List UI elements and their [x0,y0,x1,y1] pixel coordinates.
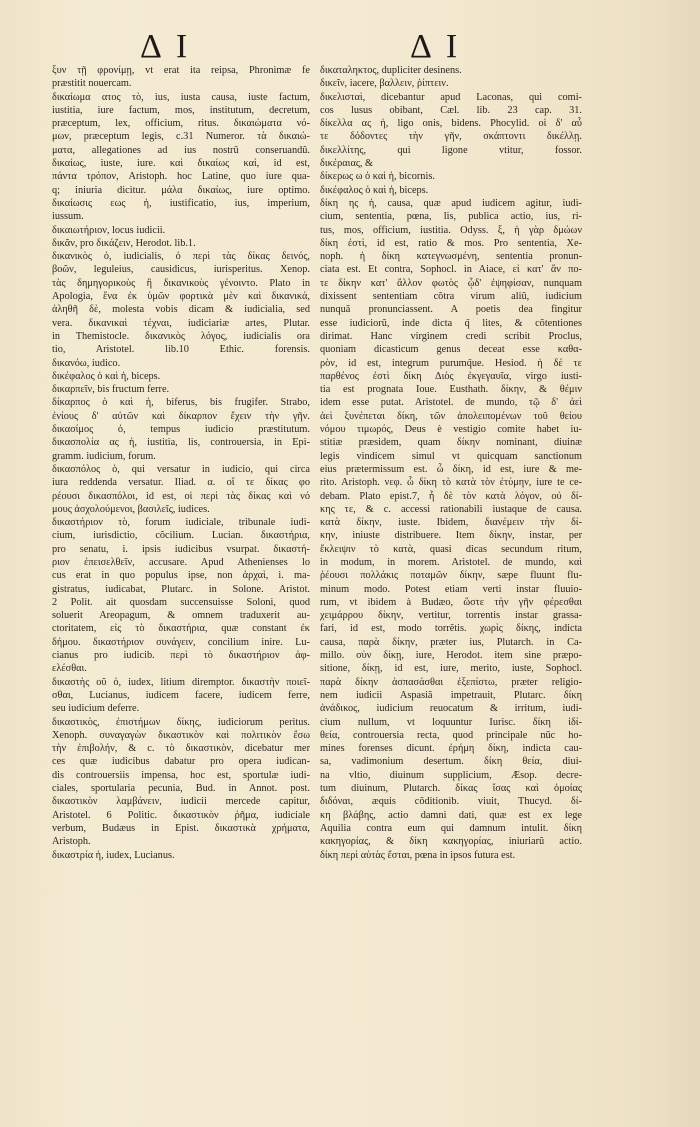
text-line: debam. Plato epist.7, ἦ δὲ τὸν κατὰ λόγον, οὐ δί- [320,490,582,502]
text-line: δικέφαλος ὁ καὶ ἡ, biceps. [52,370,161,382]
text-line: cium nullum, vt loquuntur Iurisc. δίκη ἰδί- [320,716,582,728]
text-line: δικαίωσις εως ἡ, iustificatio, ius, imperium, [52,197,310,209]
text-line: q; iniuria dicitur. μάλα δικαίως, iure optimo. [52,184,310,196]
text-line: rum, vt ibidem à Budæo, ὥστε τὴν γῆν φέρεσθαι [320,596,582,608]
text-line: δικαστήριον τὸ, forum iudiciale, tribunale iudi- [52,517,310,529]
text-line: ctoritatem, εἰς τὸ δικαστήρια, quæ constant ἐκ [52,623,310,635]
text-line: iussum. [52,211,84,223]
text-line: cium, iurisdictio, cõcilium. Lucian. δικαστήρια, [52,530,310,542]
text-line: vera. δικανικαὶ τέχναι, iudiciariæ artes, Plutar. [52,317,310,329]
text-line: δικαστικὸς, ἐπιστήμων δίκης, iudiciorum peritus. [52,716,310,728]
text-line: δικαίως, iuste, iure. καὶ δικαίως καὶ, id est, [52,158,310,170]
text-line: ἀληθῆ δὲ, molesta vobis dicam & iudicialia, sed [52,304,310,316]
text-line: eius prætermissum est. ὦ δίκη, id est, iure & me- [320,463,582,475]
text-line: δικεῖν, iacere, βαλλειν, ῥίπτειν. [320,78,449,90]
text-line: τὰς δημηγορικοὺς ἢ δικανικοὺς γένοιντο. Plato in [52,277,310,289]
text-line: δικασίμος ὁ, tempus iudicio præstitutum. [52,424,310,436]
text-line: in Themistocle. δικανικὸς λόγος, iudicialis ora [52,330,310,342]
text-line: ἐνίους δ' αὐτῶν καὶ δίκαρπον ἔχειν τὴν γῆν. [52,410,310,422]
text-line: Aristotel. 6 Politic. δικαστικὸν ῥῆμα, iudiciale [52,809,310,821]
text-line: dis controuersiis impensa, hoc est, sportulæ iudi- [52,769,310,781]
text-line: ἀνάδικος, iudicium reuocatum & irritum, iudi- [320,703,582,715]
text-line: ελέσθαι. [52,663,87,675]
text-line: βοῶν, leguleius, causidicus, iurisperitus. Xenop. [52,264,310,276]
text-line: δίκη ης ἡ, causa, quæ apud iudicem agitur, iudi- [320,197,582,209]
text-line: παρθένος ἐστὶ δίκη Διὸς ἐκγεγαυῖα, virgo iusti- [320,370,582,382]
text-line: κης τε, & c. accessi rationabili iustaque de causa. [320,503,582,515]
text-line: ῥέουσι πολλάκις ποταμῶν δίκην, sæpe fluunt flu- [320,570,582,582]
text-line: θεία, controuersia recta, quod principale nũc ho- [320,729,582,741]
text-line: ρέουσι δικασπόλοι, id est, οἱ περὶ τὰς δίκας καὶ νό [52,490,310,502]
text-line: δήμου. δικαστήριον συνάγειν, concilium inire. Lu- [52,636,310,648]
text-line: idem esse putat. Aristotel. de mundo, τῷ δ' ἀεὶ [320,397,582,409]
text-line: noph. ἡ δίκη κατεγνωσμένη, sententia pronun- [320,251,582,263]
text-line: Aquilia contra eum qui damnum intulit. δίκη [320,822,582,834]
text-line: tus, mos, officium, iustitia. Odyss. ξ, ἡ γὰρ δμώων [320,224,582,236]
text-line: ρὸν, id est, integrum purumq̃ue. Hesiod. ἡ δέ τε [320,357,582,369]
text-line: παρὰ δίκην ἀσπασάσθαι ἐξεπίστω, præter religio- [320,676,582,688]
text-line: quoniam dicasticum genus deceat esse καθα- [320,344,582,356]
text-line: nunquã pronunciassent. A poetis dea fingitur [320,304,582,316]
text-line: τε δόδοντες τὴν γῆν, σκάπτοντι δικέλλῃ. [320,131,582,143]
text-line: cianus pro iudicib. περὶ τὸ δικαστήριον ἀφ- [52,650,310,662]
text-line: fari, id est, modo torrẽtis. χωρὶς δίκης, indicta [320,623,582,635]
text-line: δικελισταὶ, dicebantur apud Laconas, qui comi- [320,91,582,103]
text-line: soluerit Areopagum, & omnem traduxerit au- [52,610,310,622]
text-line: tio, Aristotel. lib.10 Ethic. forensis. [52,344,310,356]
text-line: δίκη περὶ αὑτὰς ἔσται, pœna in ipsos futura est. [320,849,516,861]
text-line: in modum, in morem. Aristotel. de mundo, καὶ [320,556,582,568]
text-line: δικαστὴς οῦ ὁ, iudex, litium diremptor. δικαστὴν ποιεῖ- [52,676,310,688]
text-line: sitione, δίκῃ, id est, iure, merito, iuste, Sophocl. [320,663,582,675]
text-line: δικαρπεῖν, bis fructum ferre. [52,384,170,396]
text-line: δικαστικὸν λαμβάνειν, iudicii mercede capitur, [52,796,310,808]
text-line: μους ἀσχολούμενοι, βασιλεῖς, iudices. [52,503,210,515]
text-line: δίκελλα ας ἡ, ligo onis, bidens. Phocylid. οἱ δ' αὖ [320,118,582,130]
text-line: τὴν ἐπιβολήν, & c. τὸ δικαστικὸν, dicebatur mer [52,743,310,755]
text-line: ξυν τῇ φρονίμῃ, vt erat ita reipsa, Phronimæ fe [52,65,310,76]
text-line: διδόναι, æquis cõditionib. viuit, Thucyd. δί- [320,796,582,808]
text-line: Apologia, ἕνα ἐκ ὑμῶν φορτικὰ μὲν καὶ δικανικά, [52,291,310,303]
text-line: gistratus, iudicabat, Plutarc. in Solone. Aristot. [52,583,310,595]
text-line: κην, iniuste distribuere. Item δίκην, instar, per [320,530,582,542]
text-line: σθαι, Lucianus, iudicem facere, iudicem ferre, [52,689,310,701]
text-line: δίκερως ω ὁ καὶ ἡ, bicornis. [320,171,435,183]
text-line: δικαστρία ἡ, iudex, Lucianus. [52,849,175,861]
text-line: cos lusus obibant, Cæl. lib. 23 cap. 31. [320,104,582,116]
text-line: gramm. iudicium, forum. [52,450,156,462]
text-line: nem iudicii Aspasiã impetrauit, Plutarc. δίκη [320,689,582,701]
text-line: tia est prognata Ioue. Eusthath. δίκην, & θέμιν [320,384,582,396]
text-line: iura reddenda versatur. Iliad. α. οἵ τε δίκας φο [52,477,310,489]
text-line: ἔκλειψιν τὸ κατὰ, quasi dicas secundum ritum, [320,543,582,555]
text-line: χειμάρρου δίκην, vertitur, torrentis instar grassa- [320,610,582,622]
text-line: ματα, allegationes ad ius nostrũ conseruandũ. [52,144,310,156]
text-line: Aristoph. [52,836,91,848]
text-line: iustitia, iure factum, mos, institutum, decretum, [52,104,310,116]
text-line: 2 Polit. ait quosdam succensuisse Soloni, quod [52,596,310,608]
text-line: δικέφαλος ὁ καὶ ἡ, biceps. [320,184,429,196]
text-line: κη βλάβης, actio damni dati, quæ est ex lege [320,809,582,821]
text-line: δίκη ἐστὶ, id est, ratio & mos. Pro sententia, Xe- [320,237,582,249]
text-line: cus erat in quo populus ipse, non ἀρχαὶ, i. ma- [52,570,310,582]
text-line: δικέραιας, & [320,158,374,170]
text-line: esse iudiciorũ, inde dicta q̃ lites, & cõtentiones [320,317,582,329]
text-line: κακηγορίας, & δίκη κακηγορίας, iniuriarũ actio. [320,836,582,848]
text-line: δικᾶν, pro δικάζειν, Herodot. lib.1. [52,237,196,249]
text-line: ciata est. Et contra, Sophocl. in Aiace, εἰ κατ' ἄν πο- [320,264,582,276]
text-line: legis vindicem simul vt quicquam sanctionum [320,450,582,462]
text-line: νόμου τιμωρός, Deus è vestigio comite habet iu- [320,424,582,436]
text-line: ciales, sportularia pecunia, Bud. in Annot. post. [52,783,310,795]
text-line: causa, παρὰ δίκην, præter ius, Plutarch. in Ca- [320,636,582,648]
text-line: πάντα τρόπον, Aristoph. hoc Latine, quo iure qua- [52,171,310,183]
text-line: sa, vadimonium desertum. δίκη θεία, diui- [320,756,582,768]
text-line: δικαίωμα ατος τὸ, ius, iusta causa, iuste factum, [52,91,310,103]
left-column [52,64,310,862]
text-line: δικασπολία ας ἡ, iustitia, lis, controuersia, in Epi- [52,437,310,449]
text-line: pro senatu, i. ipsis iudicibus vsurpat. δικαστή- [52,543,310,555]
text-line: ces quæ iudicibus dabatur pro opera iudican- [52,756,310,768]
text-line: dirimat. Hanc virginem credi scribit Proclus, [320,330,582,342]
running-head-right: ΔΙ [410,28,472,65]
text-line: δικαιωτήριον, locus iudicii. [52,224,166,236]
text-line: ριον ἐπεισελθεῖν, accusare. Apud Athenienses lo [52,556,310,568]
text-line: rito. Aristoph. νεφ. ὦ δίκη τὸ κατὰ τὸν ἐτύμην, iure te ce- [320,477,582,489]
text-line: Xenoph. συναγαγὼν δικαστικὸν καὶ πολιτικὸν ἔσω [52,729,310,741]
text-line: præstitit nouercam. [52,78,132,90]
text-line: dixissent sententiam cõtra virum aliũ, iudicium [320,291,582,303]
right-column [320,64,582,862]
text-line: mines forenses dicunt. ἐρήμη δίκη, indicta cau- [320,743,582,755]
text-line: minum modo. Potest etiam verti instar fluuio- [320,583,582,595]
text-line: δικελλίτης, qui ligone vtitur, fossor. [320,144,582,156]
text-line: δίκαρπος ὁ καὶ ἡ, biferus, bis frugifer. Strabo, [52,397,310,409]
running-head-left: ΔΙ [140,28,202,65]
text-line: δικανόω, iudico. [52,357,121,369]
text-line: μων, præceptum legis, c.31 Numeror. τὰ δικαιώ- [52,131,310,143]
text-line: cium, sententia, pœna, lis, publica actio, ius, ri- [320,211,582,223]
text-line: præceptum, lex, officium, ritus. δικαιώματα νό- [52,118,310,130]
text-line: ἀεὶ ξυνέπεται δίκη, τῶν ἀπολειπομένων τοῦ θείου [320,410,582,422]
page-edge-shadow [630,0,700,1127]
text-line: seu iudicium deferre. [52,703,140,715]
text-line: tum diuinum, Plutarch. δίκας ἴσας καὶ ὁμοίας [320,783,582,795]
text-line: stitiæ præsidem, quam δίκην nominant, diuinæ [320,437,582,449]
text-line: na vltio, diuinum supplicium, Æsop. decre- [320,769,582,781]
text-line: δικαταληκτος, dupliciter desinens. [320,65,462,76]
text-line: δικασπόλος ὁ, qui versatur in iudicio, qui circa [52,463,310,475]
text-line: τε δίκην κατ' ἄλλον φωτὸς ᾧδ' ἐψηφίσαν, nunquam [320,277,582,289]
text-line: δικανικὸς ὁ, iudicialis, ὁ περὶ τὰς δίκας δεινός, [52,251,310,263]
text-line: millo. σὺν δίκῃ, iure, Herodot. item sine præpo- [320,650,582,662]
text-line: κατὰ δίκην, iuste. Ibidem, διανέμειν τὴν δί- [320,517,582,529]
text-line: verbum, Budæus in Epist. δικαστικὰ χρήματα, [52,822,310,834]
